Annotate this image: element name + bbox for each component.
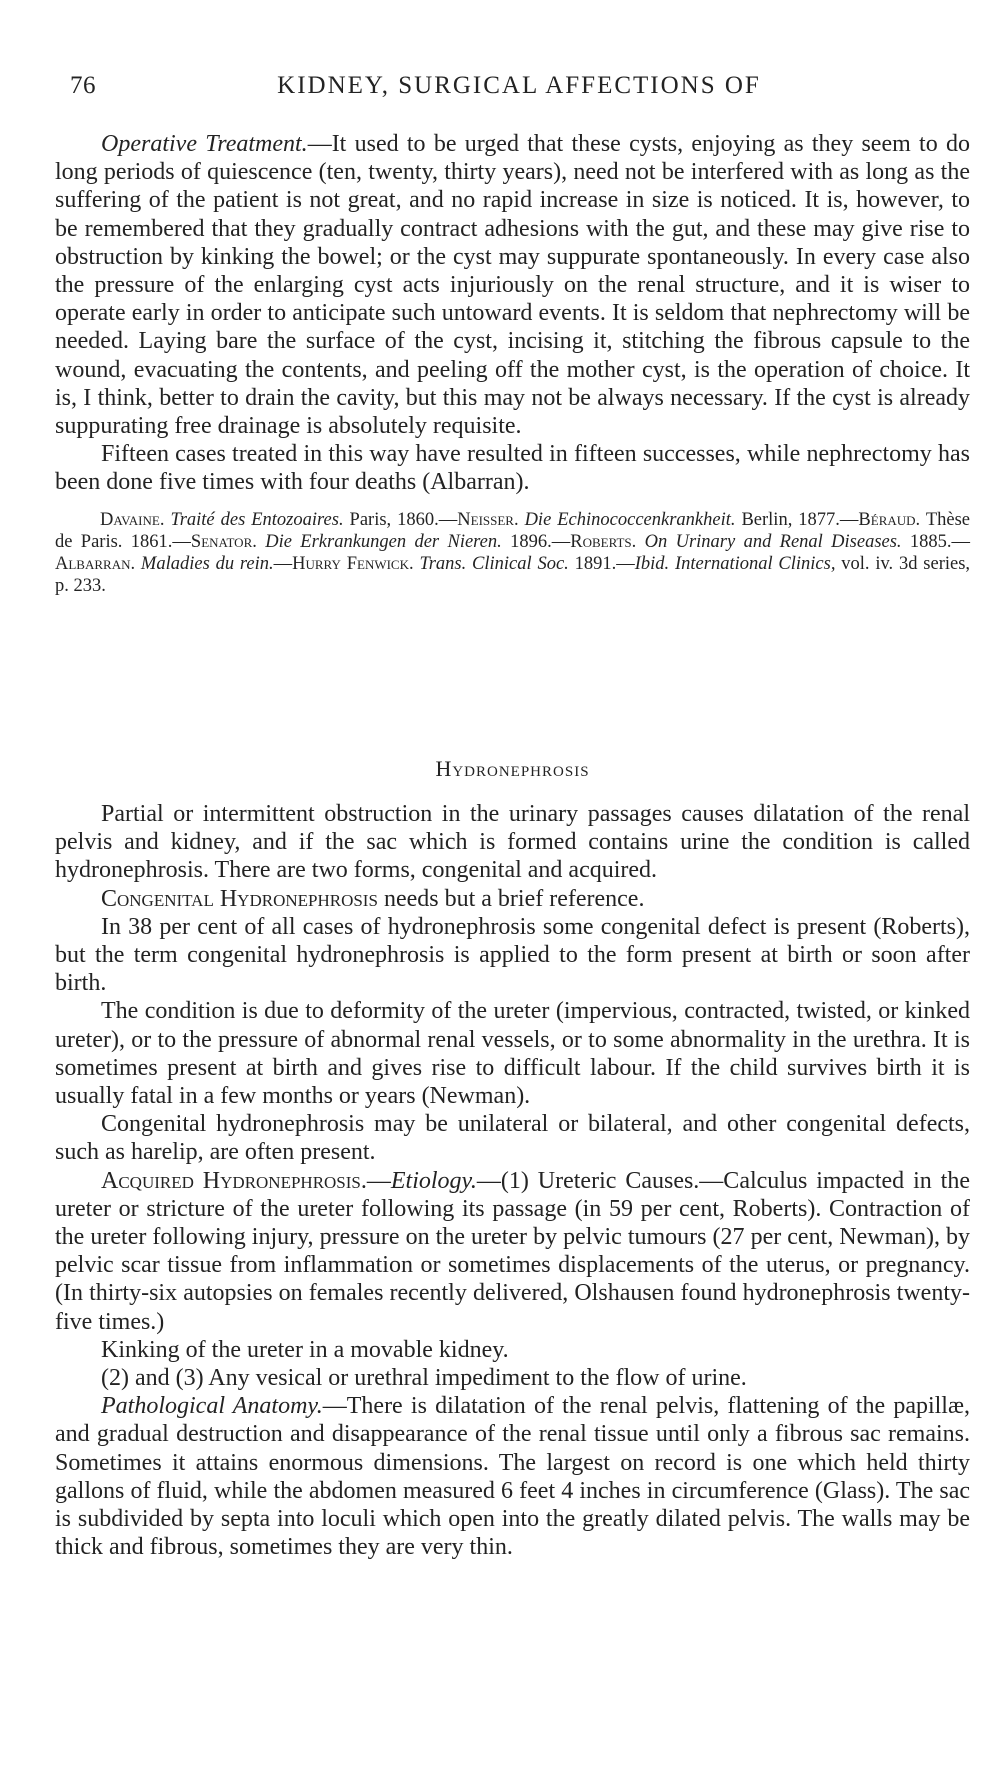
ref-detail: Berlin, 1877.— [741, 509, 859, 530]
acquired-dash: — [366, 1167, 391, 1194]
definition-paragraph: Partial or intermittent obstruction in the urinary passages causes dilatation of the renal pelvis and kidney, and if the sac which is formed contains urine the condition is called hydronephrosis. There are two forms, congenital and acquired. [55, 801, 970, 884]
pathology-lead: Pathological Anatomy. [101, 1393, 323, 1420]
ref-title: International Clinics, [674, 553, 836, 574]
acquired-etiology-paragraph [55, 1167, 970, 1336]
pathology-paragraph [55, 1392, 970, 1561]
ref-detail: 1885.— [909, 531, 971, 552]
references-block [55, 509, 970, 597]
ref-detail: — [273, 553, 293, 574]
ref-title: Die Echinococcenkrankheit. [524, 509, 736, 530]
operative-treatment-paragraph [55, 130, 970, 440]
section-heading-hydronephrosis: Hydronephrosis [435, 756, 590, 781]
kinking-paragraph: Kinking of the ureter in a movable kidney. [101, 1336, 509, 1363]
pathology-text: —There is dilatation of the renal pelvis, flattening of the papillæ, and gradual destruction and disappearance of the renal tissue until only a fibrous sac remains. Sometimes it attains enormous dimensions. The largest on record is one which held thirty gallons of fluid, while the abdomen measured 6 feet 4 inches in circumference (Glass). The sac is subdivided by septa into loculi which open into the greatly dilated pelvis. The walls may be thick and fibrous, sometimes they are very thin. [55, 1393, 970, 1561]
congenital-intro-paragraph [55, 885, 970, 913]
ref-title: Trans. Clinical Soc. [419, 553, 569, 574]
congenital-lead: Congenital Hydronephrosis [101, 885, 378, 912]
vesical-paragraph: (2) and (3) Any vesical or urethral impediment to the flow of urine. [101, 1365, 747, 1392]
ref-detail: vol. iv. 3d series, p. 233. [55, 553, 971, 596]
page-header [70, 72, 968, 112]
ref-author: Béraud. [858, 509, 921, 530]
running-title: KIDNEY, SURGICAL AFFECTIONS OF [277, 72, 761, 99]
etiology-lead: Etiology. [390, 1167, 477, 1194]
ref-author: Roberts. [570, 531, 637, 552]
ref-title: Die Erkrankungen der Nieren. [265, 531, 502, 552]
ref-author: Neisser. [457, 509, 519, 530]
congenital-incidence-paragraph: In 38 per cent of all cases of hydronephrosis some congenital defect is present (Roberts), but the term congenital hydronephrosis is applied to the form present at birth or soon after birth. [55, 913, 970, 997]
ref-author: Davaine. [100, 509, 165, 530]
congenital-laterality-paragraph: Congenital hydronephrosis may be unilateral or bilateral, and other congenital defects, such as harelip, are often present. [55, 1111, 970, 1166]
results-paragraph: Fifteen cases treated in this way have resulted in fifteen successes, while nephrectomy has been done five times with four deaths (Albarran). [55, 441, 970, 496]
operative-treatment-lead: Operative Treatment. [101, 131, 308, 157]
acquired-lead: Acquired Hydronephrosis. [101, 1167, 367, 1194]
operative-treatment-block [55, 130, 970, 597]
operative-treatment-text: —It used to be urged that these cysts, enjoying as they seem to do long periods of quiescence (ten, twenty, thirty years), need not be interfered with as long as the suffering of the patient is not great, and no rapid increase in size is noticed. It is, however, to be remembered that they gradually contract adhesions with the gut, and these may give rise to obstruction by kinking the bowel; or the cyst may suppurate spontaneously. In every case also the pressure of the enlarging cyst acts injuriously on the renal structure, and it is wiser to operate early in order to anticipate such untoward events. It is seldom that nephrectomy will be needed. Laying bare the surface of the cyst, incising it, stitching the fibrous capsule to the wound, evacuating the contents, and peeling off the mother cyst, is the operation of choice. It is, I think, better to drain the cavity, but this may not be always necessary. If the cyst is already suppurating free drainage is absolutely requisite. [55, 131, 970, 440]
ref-detail: Paris, 1860.— [349, 509, 458, 530]
ref-title: Maladies du rein. [140, 553, 274, 574]
ref-detail: Thèse de Paris. 1861.— [55, 509, 970, 552]
congenital-cause-paragraph: The condition is due to deformity of the ureter (impervious, contracted, twisted, or kinked ureter), or to the pressure of abnormal renal vessels, or to some abnormality in the urethra. It is sometimes present at birth and gives rise to difficult labour. If the child survives birth it is usually fatal in a few months or years (Newman). [55, 998, 970, 1110]
congenital-intro-text: needs but a brief reference. [377, 885, 645, 912]
ref-author: Albarran. [55, 553, 136, 574]
ref-author: Senator. [190, 531, 257, 552]
ref-title: On Urinary and Renal Diseases. [644, 531, 902, 552]
page-number: 76 [70, 72, 96, 99]
hydronephrosis-block [55, 800, 970, 1561]
ref-author: Hurry Fenwick. [292, 553, 414, 574]
ref-detail: 1891.— [574, 553, 635, 574]
ref-title: Traité des Entozoaires. [170, 509, 344, 530]
acquired-etiology-text: —(1) Ureteric Causes.—Calculus impacted in the ureter or stricture of the ureter following its passage (in 59 per cent, Roberts). Contraction of the ureter following injury, pressure on the ureter by pelvic tumours (27 per cent, Newman), by pelvic scar tissue from inflammation or sometimes displacements of the uterus, or pregnancy. (In thirty-six autopsies on females recently delivered, Olshausen found hydronephrosis twenty-five times.) [55, 1167, 970, 1335]
ref-detail: 1896.— [510, 531, 571, 552]
ref-ibid: Ibid. [634, 553, 670, 574]
